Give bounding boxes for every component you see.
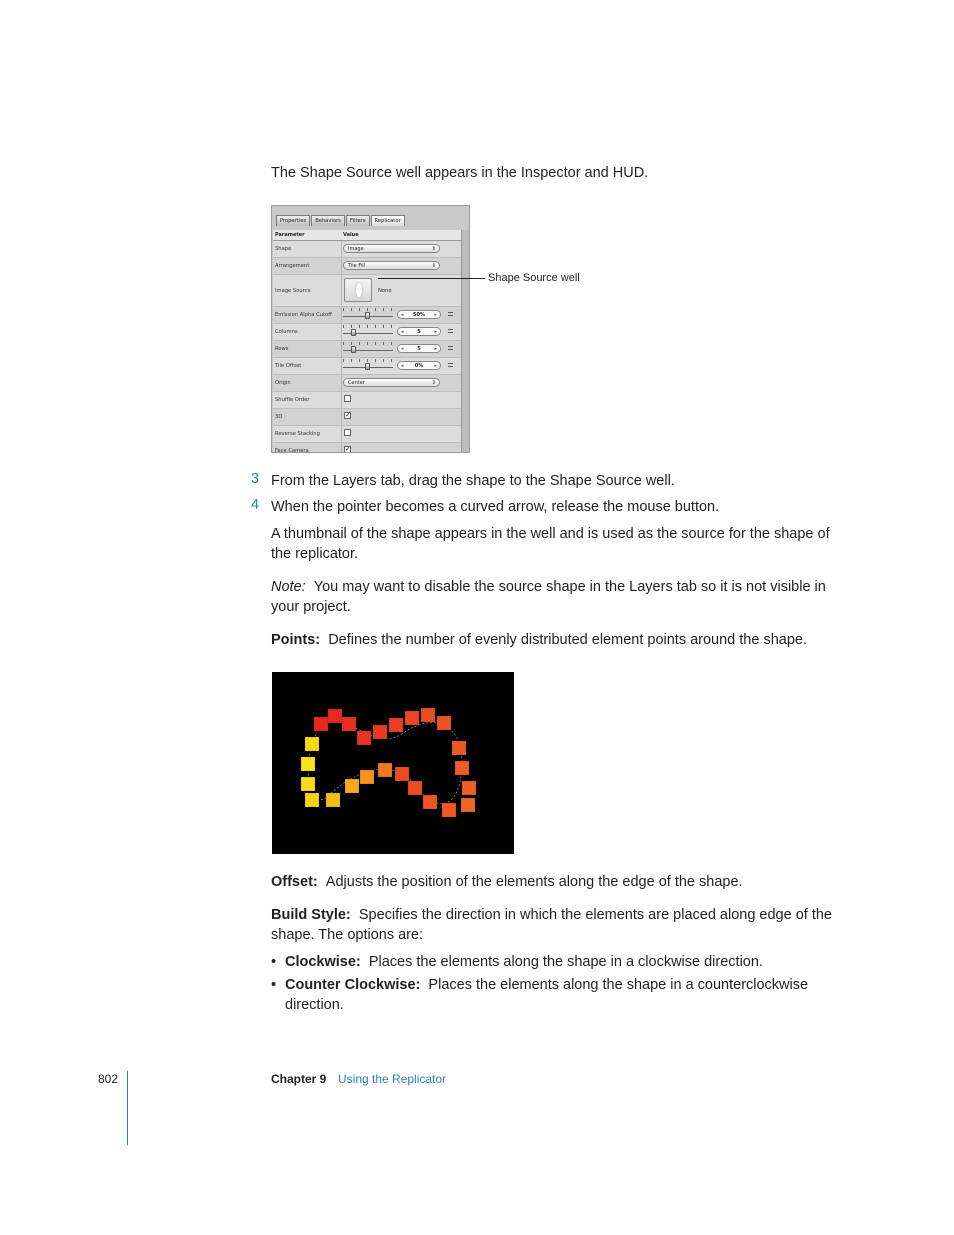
bullet-counter-clockwise: Counter Clockwise: Places the elements along the shape in a counterclockwise — [285, 977, 809, 993]
note-paragraph: your project. — [271, 599, 351, 615]
reset-icon[interactable] — [448, 363, 453, 367]
emission-field[interactable]: ◂ 50% ▸ — [397, 310, 441, 319]
droplet-thumbnail-icon — [356, 283, 362, 297]
build-style-paragraph: shape. The options are: — [271, 927, 424, 943]
replicated-square — [408, 781, 422, 795]
step-number: 4 — [251, 497, 260, 513]
header-parameter: Parameter — [275, 232, 305, 238]
callout-label: Shape Source well — [488, 272, 580, 284]
row-rows — [273, 341, 462, 358]
step-text: When the pointer becomes a curved arrow, release the mouse button. — [271, 499, 720, 515]
tab-properties[interactable]: Properties — [276, 215, 310, 226]
replicator-render-image — [272, 672, 514, 854]
arrangement-popup[interactable]: Tile Fill ⇕ — [343, 261, 440, 270]
row-label: Origin — [275, 380, 291, 386]
param-rows — [273, 241, 462, 453]
emission-slider[interactable] — [343, 316, 393, 317]
replicated-square — [305, 793, 319, 807]
origin-popup[interactable]: Center ⇕ — [343, 378, 440, 387]
tile-offset-slider[interactable] — [343, 367, 393, 368]
bullet-label: Clockwise: — [285, 954, 361, 970]
row-label: Shape — [275, 246, 292, 252]
replicated-square — [360, 770, 374, 784]
row-tile-offset — [273, 358, 462, 375]
reverse-stacking-checkbox[interactable] — [344, 429, 351, 436]
row-label: Shuffle Order — [275, 397, 310, 403]
reset-icon[interactable] — [448, 329, 453, 333]
bullet-label: Counter Clockwise: — [285, 977, 421, 993]
tab-filters[interactable]: Filters — [346, 215, 370, 226]
replicated-square — [301, 757, 315, 771]
replicated-square — [314, 717, 328, 731]
replicated-square — [305, 737, 319, 751]
bullet-clockwise: Clockwise: Places the elements along the shape in a clockwise direction. — [285, 954, 763, 970]
replicator-squares — [272, 672, 514, 854]
replicated-square — [326, 793, 340, 807]
updown-arrow-icon: ⇕ — [431, 380, 436, 386]
note-paragraph: Note: You may want to disable the source shape in the Layers tab so it is not visible in — [271, 579, 826, 595]
tab-behaviors[interactable]: Behaviors — [311, 215, 345, 226]
reset-icon[interactable] — [448, 346, 453, 350]
slider-knob[interactable] — [365, 312, 370, 319]
row-label: Columns — [275, 329, 298, 335]
build-style-label: Build Style: — [271, 907, 351, 923]
rows-field[interactable]: ◂ 5 ▸ — [397, 344, 441, 353]
replicated-square — [437, 716, 451, 730]
replicated-square — [442, 803, 456, 817]
replicated-square — [461, 798, 475, 812]
chapter-title-link[interactable]: Using the Replicator — [338, 1072, 447, 1086]
row-label: 3D — [275, 414, 283, 420]
row-face-camera — [273, 443, 462, 453]
thumbnail-paragraph: A thumbnail of the shape appears in the well and is used as the source for the shape of — [271, 526, 830, 542]
shape-popup[interactable]: Image ⇕ — [343, 244, 440, 253]
replicated-square — [455, 761, 469, 775]
row-origin — [273, 375, 462, 392]
row-columns — [273, 324, 462, 341]
step-number: 3 — [251, 471, 260, 487]
bullet-dot: • — [271, 954, 277, 970]
bullet-counter-clockwise: direction. — [285, 997, 344, 1013]
row-shuffle-order — [273, 392, 462, 409]
inspector-tabs — [276, 215, 406, 226]
replicated-square — [421, 708, 435, 722]
build-style-paragraph: Build Style: Specifies the direction in which the elements are placed along edge of the — [271, 907, 832, 923]
page-number: 802 — [98, 1072, 119, 1086]
row-label: Image Source — [275, 287, 311, 294]
footer-rule — [127, 1071, 128, 1145]
3d-checkbox[interactable]: ✓ — [345, 411, 351, 419]
inspector-panel — [271, 205, 470, 453]
points-paragraph: Points: Defines the number of evenly distributed element points around the shape. — [271, 632, 808, 648]
replicated-square — [389, 718, 403, 732]
intro-text: The Shape Source well appears in the Inspector and HUD. — [271, 165, 649, 181]
well-value: None — [378, 288, 392, 294]
slider-knob[interactable] — [351, 346, 356, 353]
slider-knob[interactable] — [365, 363, 370, 370]
row-emission-alpha — [273, 307, 462, 324]
replicated-square — [395, 767, 409, 781]
replicated-square — [342, 717, 356, 731]
offset-label: Offset: — [271, 874, 318, 890]
face-camera-checkbox[interactable]: ✓ — [345, 445, 351, 453]
slider-knob[interactable] — [351, 329, 356, 336]
header-value: Value — [343, 232, 359, 238]
callout-line — [378, 278, 485, 279]
inspector-scrollbar[interactable] — [461, 230, 469, 452]
row-label: Rows — [275, 346, 289, 352]
row-label: Arrangement — [275, 263, 310, 269]
tab-replicator[interactable]: Replicator — [371, 215, 405, 226]
thumbnail-paragraph: the replicator. — [271, 546, 359, 562]
row-image-source — [273, 275, 462, 307]
row-shape — [273, 241, 462, 258]
replicated-square — [301, 777, 315, 791]
row-label: Emission Alpha Cutoff — [275, 312, 332, 318]
replicated-square — [452, 741, 466, 755]
replicated-square — [405, 711, 419, 725]
shuffle-order-checkbox[interactable] — [344, 395, 351, 402]
row-arrangement — [273, 258, 462, 275]
reset-icon[interactable] — [448, 312, 453, 316]
note-label: Note: — [271, 579, 306, 595]
tile-offset-field[interactable]: ◂ 0% ▸ — [397, 361, 441, 370]
replicated-square — [423, 795, 437, 809]
row-label: Reverse Stacking — [275, 431, 320, 437]
bullet-dot: • — [271, 977, 277, 993]
columns-slider[interactable] — [343, 333, 393, 334]
replicated-square — [373, 725, 387, 739]
step-text: From the Layers tab, drag the shape to the Shape Source well. — [271, 473, 675, 489]
replicated-square — [345, 779, 359, 793]
shape-source-well[interactable] — [344, 278, 372, 302]
replicated-square — [328, 709, 342, 723]
updown-arrow-icon: ⇕ — [431, 263, 436, 269]
rows-slider[interactable] — [343, 350, 393, 351]
updown-arrow-icon: ⇕ — [431, 246, 436, 252]
row-label: Face Camera — [275, 448, 309, 453]
points-label: Points: — [271, 632, 321, 648]
row-3d — [273, 409, 462, 426]
chapter-label: Chapter 9 — [271, 1072, 327, 1086]
replicated-square — [378, 763, 392, 777]
offset-paragraph: Offset: Adjusts the position of the elements along the edge of the shape. — [271, 874, 743, 890]
param-header — [273, 230, 462, 241]
replicated-square — [357, 731, 371, 745]
row-reverse-stacking — [273, 426, 462, 443]
replicated-square — [462, 781, 476, 795]
row-label: Tile Offset — [275, 363, 302, 369]
columns-field[interactable]: ◂ 5 ▸ — [397, 327, 441, 336]
